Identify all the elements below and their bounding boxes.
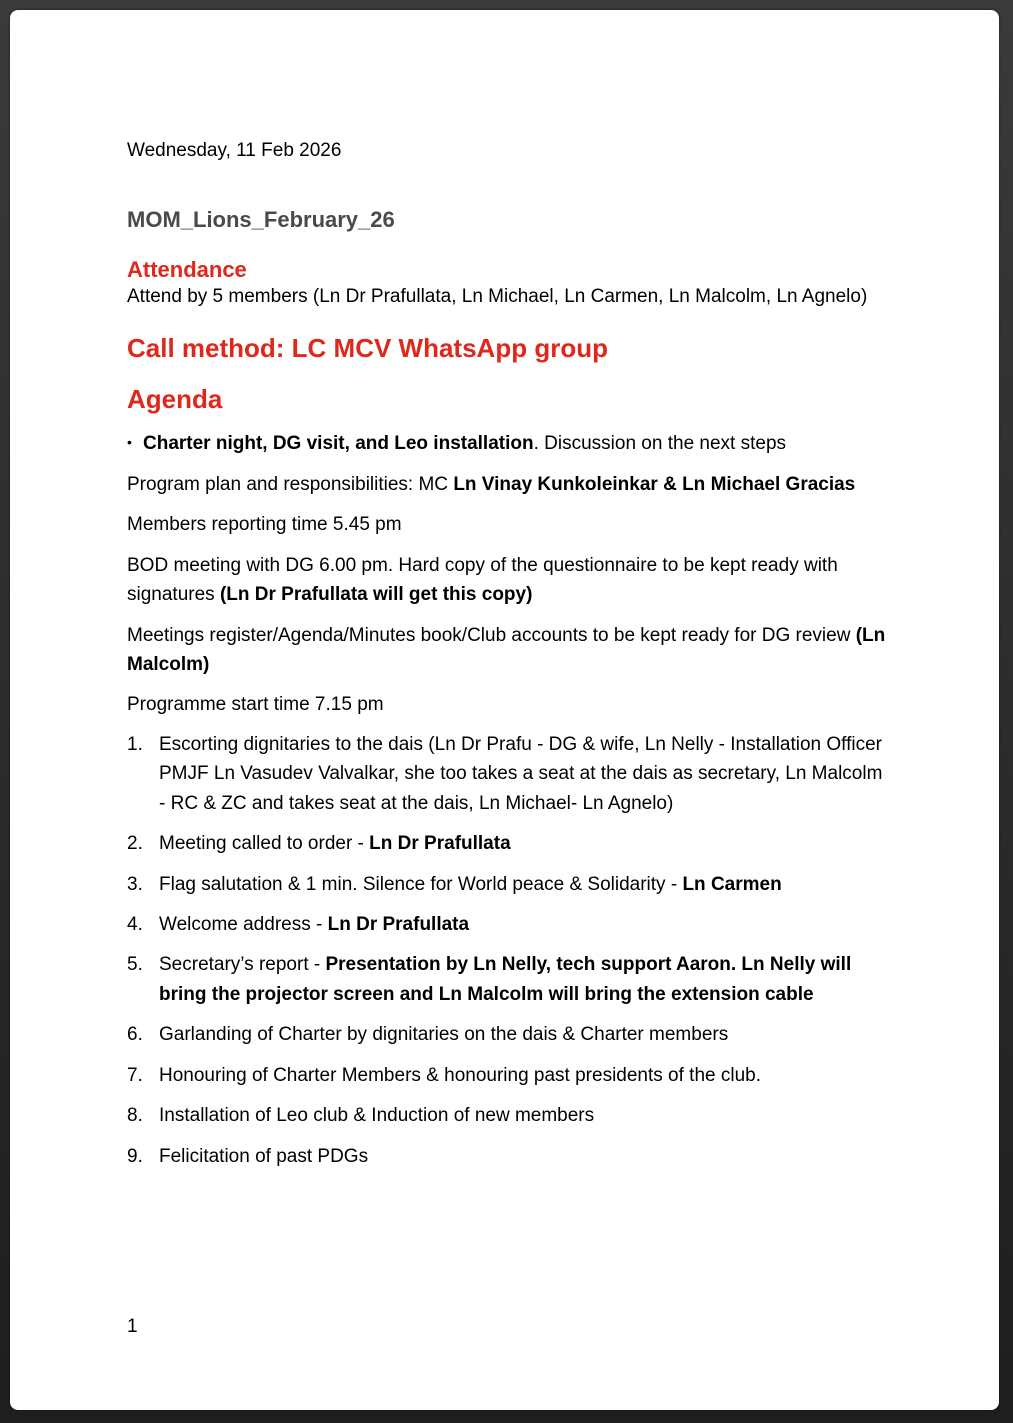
paragraph-text: Members reporting time 5.45 pm [127,514,402,536]
agenda-item [127,1061,887,1090]
agenda-item-text: Welcome address - [159,914,328,936]
paragraph [127,470,887,499]
document-page [10,10,999,1410]
paragraph [127,621,887,680]
agenda-item-body [159,730,887,818]
paragraph-text: Meetings register/Agenda/Minutes book/Club accounts to be kept ready for DG review [127,624,856,646]
agenda-item [127,910,887,939]
agenda-item-number: 1. [127,733,143,755]
agenda-item-number: 9. [127,1145,143,1167]
agenda-item-text: Meeting called to order - [159,833,370,855]
bullet-icon: • [127,434,132,451]
bullet-text [143,429,786,458]
agenda-item-text: Secretary’s report - [159,954,326,976]
agenda-item-body [159,1142,887,1171]
agenda-item-text: Felicitation of past PDGs [159,1145,369,1167]
bullet-bold: Charter night, DG visit, and Leo installation [143,433,534,455]
agenda-item-number: 8. [127,1105,143,1127]
agenda-item-body [159,1061,887,1090]
agenda-item [127,950,887,1009]
call-method-heading: Call method: LC MCV WhatsApp group [127,332,608,363]
agenda-heading: Agenda [127,384,223,415]
paragraph-bold: (Ln Dr Prafullata will get this copy) [219,584,533,606]
agenda-item-bold: Ln Dr Prafullata [369,833,511,855]
paragraph [127,551,887,610]
agenda-item-number: 4. [127,914,143,936]
agenda-item-bold: Ln Carmen [682,873,782,895]
agenda-item-text: Honouring of Charter Members & honouring past presidents of the club. [159,1064,761,1086]
agenda-item-body [159,1020,887,1049]
agenda-item-text: Installation of Leo club & Induction of new members [159,1105,595,1127]
agenda-item-number: 3. [127,873,143,895]
paragraph-bold: Ln Vinay Kunkoleinkar & Ln Michael Gracias [453,473,856,495]
attendance-text: Attend by 5 members (Ln Dr Prafullata, Ln Michael, Ln Carmen, Ln Malcolm, Ln Agnelo) [127,285,868,307]
document-date: Wednesday, 11 Feb 2026 [127,140,342,161]
agenda-item-body [159,950,887,1009]
agenda-item [127,1020,887,1049]
attendance-heading: Attendance [127,257,247,283]
paragraph-text: Program plan and responsibilities: MC [127,473,454,495]
page-number: 1 [127,1316,138,1337]
agenda-item-body [159,910,887,939]
agenda-bullet [127,429,887,458]
agenda-item-bold: Presentation by Ln Nelly, tech support Aaron. Ln Nelly will bring the projector screen and Ln Malcolm will bring the extension cable [159,954,852,1005]
agenda-item-body [159,870,887,899]
paragraph-text: Programme start time 7.15 pm [127,694,384,716]
agenda-item [127,870,887,899]
paragraph-list [127,470,887,720]
agenda-item-number: 5. [127,954,143,976]
agenda-item [127,730,887,818]
paragraph-text: BOD meeting with DG 6.00 pm. Hard copy of the questionnaire to be kept ready with signatures [127,554,838,606]
agenda-item-body [159,829,887,858]
paragraph-bold: (Ln Malcolm) [127,624,886,675]
agenda-item-text: Garlanding of Charter by dignitaries on the dais & Charter members [159,1024,729,1046]
agenda-item-number: 7. [127,1064,143,1086]
paragraph [127,690,887,719]
agenda-item-text: Escorting dignitaries to the dais (Ln Dr Prafu - DG & wife, Ln Nelly - Installation Officer PMJF Ln Vasudev Valvalkar, she too takes a seat at the dais as secretary, Ln Malcolm - RC & ZC and takes seat at the dais, Ln Michael- Ln Agnelo) [159,733,883,814]
agenda-item-text: Flag salutation & 1 min. Silence for World peace & Solidarity - [159,873,683,895]
document-title: MOM_Lions_February_26 [127,206,395,232]
agenda-item-number: 6. [127,1024,143,1046]
paragraph [127,510,887,539]
bullet-rest: . Discussion on the next steps [533,433,787,455]
agenda-item-list [127,730,887,1171]
agenda-item [127,1142,887,1171]
document-content [127,140,887,1182]
agenda-item-number: 2. [127,833,143,855]
agenda-item-bold: Ln Dr Prafullata [327,914,470,936]
agenda-item [127,1101,887,1130]
agenda-item [127,829,887,858]
agenda-item-body [159,1101,887,1130]
